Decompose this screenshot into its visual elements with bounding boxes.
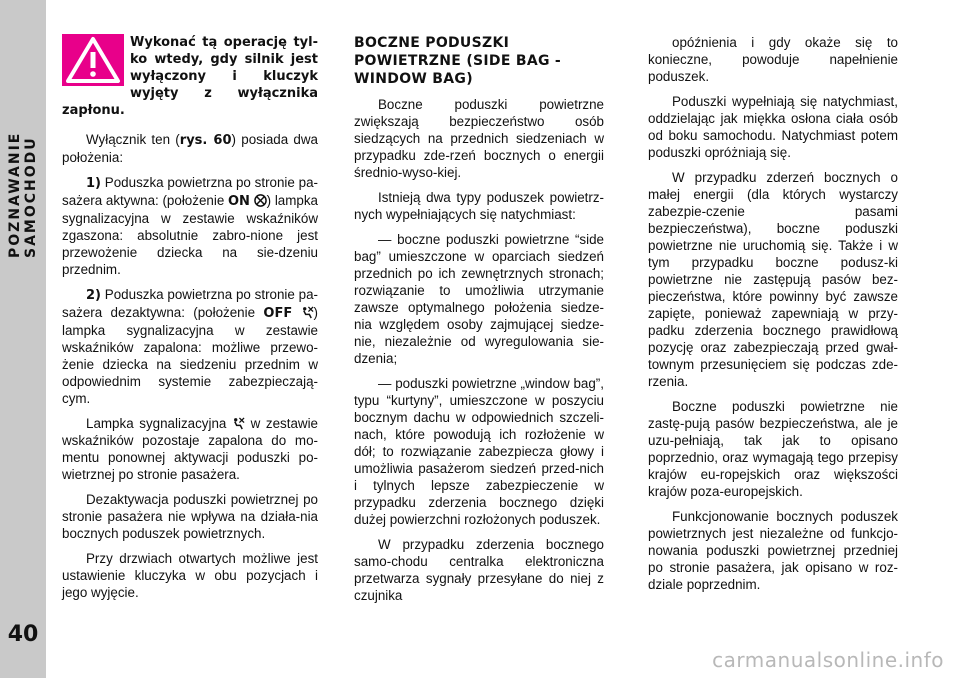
paragraph: Przy drzwiach otwartych możliwe jest ustawienie kluczyka w obu pozycjach i jego wyjęcie. [62, 551, 318, 600]
paragraph: — poduszki powietrzne „window bag”, typu “kurtyny”, umieszczone w poszyciu bocznym dachu w odpowiednich szczeli-nach, które powodują ich rozłożenie w dół; to rozwiązanie zabezpiecza głowy i umożliwia pasażerom siedzeń przed-nich i tylnych lepsze zabezpieczenie w przypadku zderzenia bocznego dzięki dużej powierzchni rozłożonych poduszek. [354, 376, 604, 527]
paragraph: opóźnienia i gdy okaże się to konieczne, powoduje napełnienie poduszek. [648, 35, 898, 84]
watermark: carmanualsonline.info [712, 648, 944, 672]
column-middle [354, 34, 604, 612]
paragraph: W przypadku zderzenia bocznego samo-chodu centralka elektroniczna przetwarza sygnały przesyłane do niej z czujnika [354, 537, 604, 603]
off-label: OFF [263, 306, 293, 321]
column-left [62, 34, 318, 609]
paragraph: Boczne poduszki powietrzne zwiększają bezpieczeństwo osób siedzących na przednich siedzeniach w przypadku zde-rzeń bocznych o energii średnio-wyso-kiej. [354, 97, 604, 180]
warning-triangle-icon [62, 34, 124, 86]
paragraph: Istnieją dwa typy poduszek powietrz-nych wypełniających się natychmiast: [354, 190, 604, 222]
page-number: 40 [7, 622, 39, 647]
figure-reference: rys. 60 [179, 133, 232, 148]
paragraph: Boczne poduszki powietrzne nie zastę-pują pasów bezpieczeństwa, ale je uzu-pełniają, tak jak to opisano poprzednio, oraz wymagają tego przepisy krajów eu-ropejskich oraz większości krajów poza-europejskich. [648, 399, 898, 499]
paragraph: 2) Poduszka powietrzna po stronie pa-sażera dezaktywna: (położenie OFF ) lampka sygnalizacyjna w zestawie wskaźników zapalona: możliwe przewo-żenie dziecka na siedzeniu przednim w odpowiednim systemie zabezpieczają-cym. [62, 287, 318, 406]
paragraph: 1) Poduszka powietrzna po stronie pa-sażera aktywna: (położenie ON ) lampka sygnalizacyjna w zestawie wskaźników zgaszona: absolutnie zabro-nione jest przewożenie dziecka na sie-dzeniu przednim. [62, 175, 319, 277]
paragraph: Poduszki wypełniają się natychmiast, oddzielając jak miękka osłona ciała osób od boku samochodu. Natychmiast potem poduszki opróżniają się. [648, 94, 898, 160]
side-tab [0, 0, 46, 678]
warning-block [62, 34, 318, 119]
paragraph: Lampka sygnalizacyjna w zestawie wskaźników pozostaje zapalona do mo-mentu ponownej aktywacji poduszki po-wietrznej po stronie pasażera. [62, 416, 318, 482]
on-label: ON [227, 194, 250, 209]
warning-text: Wykonać tą operację tyl-ko wtedy, gdy silnik jest wyłączony i kluczyk wyjęty z wyłącznika zapłonu. [62, 35, 318, 118]
paragraph: Dezaktywacja poduszki powietrznej po stronie pasażera nie wpływa na działa-nia bocznych poduszek powietrznych. [62, 492, 318, 541]
airbag-off-icon [301, 306, 314, 319]
paragraph: Funkcjonowanie bocznych poduszek powietrznych jest niezależne od funkcjo-nowania poduszki powietrznej przedniej po stronie pasażera, jak opisano w roz-dziale poprzednim. [648, 509, 898, 592]
section-label: POZNAWANIE SAMOCHODU [7, 131, 39, 258]
section-heading: BOCZNE PODUSZKI POWIETRZNE (SIDE BAG - WINDOW BAG) [354, 35, 562, 87]
paragraph: Wyłącznik ten (rys. 60) posiada dwa położenia: [62, 132, 318, 165]
list-number: 1) [86, 176, 101, 191]
paragraph: — boczne poduszki powietrzne “side bag” umieszczone w oparciach siedzeń przednich po ich zewnętrznych stronach; rozwiązanie to umożliwia utrzymanie zawsze optymalnego położenia siedze-nia względem osoby zajmującej siedze-nie, niezależnie od wyregulowania sie-dzenia; [354, 232, 604, 366]
crossed-circle-icon [254, 194, 267, 207]
column-right [648, 34, 898, 601]
paragraph: W przypadku zderzeń bocznych o małej energii (dla których wystarczy zabezpie-czenie pasami bezpieczeństwa), boczne poduszki powietrzne nie uruchomią się. Także i w tym przypadku boczne podusz-ki powietrzne nie zastępują pasów bez-pieczeństwa, które powinny być zawsze zapięte, ponieważ zapewniają w przy-padku zderzenia bocznego prawidłową pozycję oraz zabezpieczają przed gwał-townym przesunięciem się podczas zde-rzenia. [648, 170, 898, 389]
list-number: 2) [86, 288, 101, 303]
airbag-off-icon [232, 417, 245, 430]
